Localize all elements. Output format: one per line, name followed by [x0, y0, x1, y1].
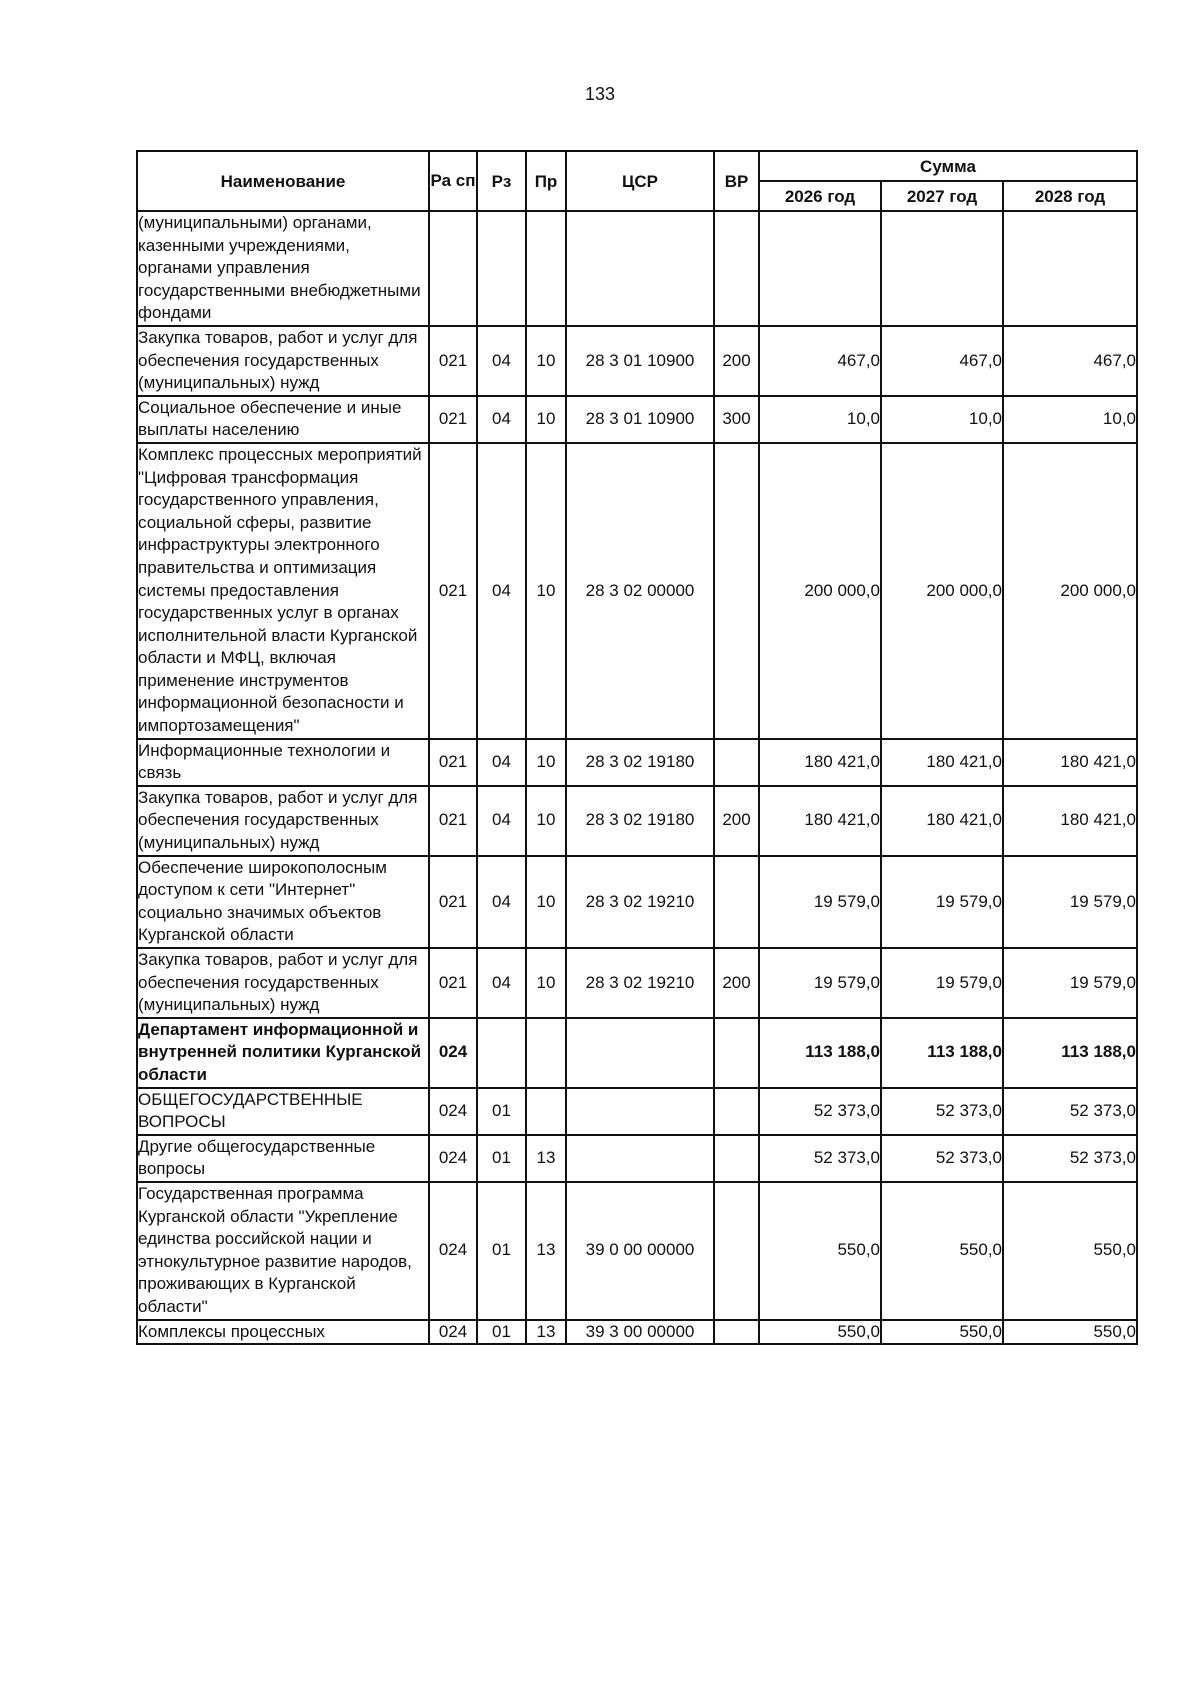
cell-y2026: 19 579,0 — [759, 948, 881, 1018]
cell-name: Другие общегосударственные вопросы — [137, 1135, 429, 1182]
cell-csr: 28 3 02 19210 — [566, 948, 714, 1018]
cell-y2028: 180 421,0 — [1003, 739, 1137, 786]
table-row — [137, 443, 1137, 739]
cell-name: Закупка товаров, работ и услуг для обеспечения государственных (муниципальных) нужд — [137, 786, 429, 856]
cell-csr: 39 0 00 00000 — [566, 1182, 714, 1320]
header-csr: ЦСР — [566, 151, 714, 211]
cell-pr: 10 — [526, 396, 566, 443]
cell-csr: 28 3 01 10900 — [566, 396, 714, 443]
cell-pr — [526, 211, 566, 326]
cell-pr: 10 — [526, 739, 566, 786]
cell-y2027: 180 421,0 — [881, 786, 1003, 856]
cell-csr: 39 3 00 00000 — [566, 1320, 714, 1345]
cell-vr — [714, 1018, 759, 1088]
table-row — [137, 856, 1137, 948]
cell-rasp: 021 — [429, 786, 477, 856]
cell-pr: 10 — [526, 856, 566, 948]
cell-csr — [566, 1088, 714, 1135]
cell-y2027: 113 188,0 — [881, 1018, 1003, 1088]
cell-y2028: 10,0 — [1003, 396, 1137, 443]
cell-csr: 28 3 02 19210 — [566, 856, 714, 948]
cell-y2027: 550,0 — [881, 1182, 1003, 1320]
header-vr: ВР — [714, 151, 759, 211]
cell-pr: 10 — [526, 443, 566, 739]
cell-y2026: 467,0 — [759, 326, 881, 396]
cell-vr — [714, 1182, 759, 1320]
cell-y2027: 180 421,0 — [881, 739, 1003, 786]
cell-rz: 04 — [477, 948, 526, 1018]
cell-pr: 10 — [526, 786, 566, 856]
cell-pr — [526, 1018, 566, 1088]
cell-vr: 200 — [714, 326, 759, 396]
cell-name: Комплекс процессных мероприятий "Цифровая трансформация государственного управления, социальной сферы, развитие инфраструктуры электронного правительства и оптимизация системы предоставления государственных услуг в органах исполнительной власти Курганской области и МФЦ, включая применение инструментов информационной безопасности и импортозамещения" — [137, 443, 429, 739]
cell-name: Социальное обеспечение и иные выплаты населению — [137, 396, 429, 443]
cell-rz — [477, 1018, 526, 1088]
cell-name: Закупка товаров, работ и услуг для обеспечения государственных (муниципальных) нужд — [137, 326, 429, 396]
cell-y2028: 200 000,0 — [1003, 443, 1137, 739]
cell-name: Обеспечение широкополосным доступом к сети "Интернет" социально значимых объектов Курганской области — [137, 856, 429, 948]
cell-rz: 04 — [477, 443, 526, 739]
cell-y2026: 113 188,0 — [759, 1018, 881, 1088]
table-row — [137, 1135, 1137, 1182]
cell-name: Департамент информационной и внутренней политики Курганской области — [137, 1018, 429, 1088]
header-rz: Рз — [477, 151, 526, 211]
cell-y2027: 550,0 — [881, 1320, 1003, 1345]
cell-name: (муниципальными) органами, казенными учреждениями, органами управления государственными внебюджетными фондами — [137, 211, 429, 326]
cell-vr — [714, 211, 759, 326]
cell-csr — [566, 1135, 714, 1182]
cell-rasp: 021 — [429, 396, 477, 443]
cell-csr: 28 3 01 10900 — [566, 326, 714, 396]
header-year-2027: 2027 год — [881, 181, 1003, 211]
cell-csr: 28 3 02 00000 — [566, 443, 714, 739]
cell-rz: 04 — [477, 739, 526, 786]
cell-vr — [714, 1320, 759, 1345]
cell-name: Закупка товаров, работ и услуг для обеспечения государственных (муниципальных) нужд — [137, 948, 429, 1018]
cell-y2027: 52 373,0 — [881, 1135, 1003, 1182]
cell-rasp: 024 — [429, 1182, 477, 1320]
cell-pr: 10 — [526, 326, 566, 396]
cell-y2028: 52 373,0 — [1003, 1135, 1137, 1182]
budget-table — [136, 150, 1138, 1345]
cell-y2028: 550,0 — [1003, 1182, 1137, 1320]
cell-pr: 13 — [526, 1320, 566, 1345]
cell-y2026: 180 421,0 — [759, 739, 881, 786]
cell-csr: 28 3 02 19180 — [566, 786, 714, 856]
cell-y2028: 19 579,0 — [1003, 856, 1137, 948]
cell-y2026: 180 421,0 — [759, 786, 881, 856]
cell-rasp: 024 — [429, 1135, 477, 1182]
cell-vr: 200 — [714, 786, 759, 856]
header-year-2026: 2026 год — [759, 181, 881, 211]
header-pr: Пр — [526, 151, 566, 211]
cell-rasp: 021 — [429, 443, 477, 739]
cell-vr — [714, 443, 759, 739]
cell-rz — [477, 211, 526, 326]
cell-rasp — [429, 211, 477, 326]
table-row — [137, 1320, 1137, 1345]
cell-csr: 28 3 02 19180 — [566, 739, 714, 786]
cell-y2028: 52 373,0 — [1003, 1088, 1137, 1135]
cell-rz: 04 — [477, 396, 526, 443]
cell-y2026: 550,0 — [759, 1182, 881, 1320]
cell-name: Комплексы процессных — [137, 1320, 429, 1345]
cell-y2026: 52 373,0 — [759, 1135, 881, 1182]
cell-vr — [714, 1088, 759, 1135]
cell-csr — [566, 211, 714, 326]
cell-name: Информационные технологии и связь — [137, 739, 429, 786]
cell-y2027: 200 000,0 — [881, 443, 1003, 739]
table-row — [137, 1088, 1137, 1135]
cell-y2028: 19 579,0 — [1003, 948, 1137, 1018]
header-name: Наименование — [137, 151, 429, 211]
cell-rz: 01 — [477, 1088, 526, 1135]
cell-y2027: 467,0 — [881, 326, 1003, 396]
cell-y2026: 10,0 — [759, 396, 881, 443]
table-row — [137, 396, 1137, 443]
cell-y2027: 19 579,0 — [881, 948, 1003, 1018]
cell-y2028: 467,0 — [1003, 326, 1137, 396]
cell-pr: 10 — [526, 948, 566, 1018]
table-row — [137, 1018, 1137, 1088]
cell-y2027 — [881, 211, 1003, 326]
cell-vr: 300 — [714, 396, 759, 443]
cell-pr — [526, 1088, 566, 1135]
cell-rz: 04 — [477, 326, 526, 396]
cell-csr — [566, 1018, 714, 1088]
table-body — [137, 211, 1137, 1344]
cell-rasp: 021 — [429, 948, 477, 1018]
cell-y2026: 52 373,0 — [759, 1088, 881, 1135]
cell-rasp: 024 — [429, 1018, 477, 1088]
cell-pr: 13 — [526, 1182, 566, 1320]
cell-y2028: 113 188,0 — [1003, 1018, 1137, 1088]
cell-y2026 — [759, 211, 881, 326]
table-row — [137, 326, 1137, 396]
cell-name: ОБЩЕГОСУДАРСТВЕННЫЕ ВОПРОСЫ — [137, 1088, 429, 1135]
cell-name: Государственная программа Курганской области "Укрепление единства российской нации и этнокультурное развитие народов, проживающих в Курганской области" — [137, 1182, 429, 1320]
cell-vr — [714, 1135, 759, 1182]
cell-pr: 13 — [526, 1135, 566, 1182]
cell-vr: 200 — [714, 948, 759, 1018]
cell-rz: 04 — [477, 786, 526, 856]
cell-rz: 01 — [477, 1320, 526, 1345]
table-row — [137, 786, 1137, 856]
table-row — [137, 211, 1137, 326]
cell-rasp: 021 — [429, 739, 477, 786]
cell-rasp: 024 — [429, 1088, 477, 1135]
table-row — [137, 948, 1137, 1018]
cell-y2027: 52 373,0 — [881, 1088, 1003, 1135]
header-sum: Сумма — [759, 151, 1137, 181]
cell-vr — [714, 739, 759, 786]
cell-rasp: 024 — [429, 1320, 477, 1345]
cell-rz: 01 — [477, 1135, 526, 1182]
cell-y2027: 19 579,0 — [881, 856, 1003, 948]
header-year-2028: 2028 год — [1003, 181, 1137, 211]
cell-y2028: 180 421,0 — [1003, 786, 1137, 856]
cell-y2028 — [1003, 211, 1137, 326]
cell-y2028: 550,0 — [1003, 1320, 1137, 1345]
cell-y2026: 19 579,0 — [759, 856, 881, 948]
header-rasp: Ра сп — [429, 151, 477, 211]
cell-y2026: 550,0 — [759, 1320, 881, 1345]
cell-rz: 01 — [477, 1182, 526, 1320]
cell-rasp: 021 — [429, 326, 477, 396]
cell-vr — [714, 856, 759, 948]
page-number: 133 — [584, 84, 616, 104]
cell-y2026: 200 000,0 — [759, 443, 881, 739]
table-row — [137, 1182, 1137, 1320]
cell-rasp: 021 — [429, 856, 477, 948]
cell-y2027: 10,0 — [881, 396, 1003, 443]
table-row — [137, 739, 1137, 786]
cell-rz: 04 — [477, 856, 526, 948]
